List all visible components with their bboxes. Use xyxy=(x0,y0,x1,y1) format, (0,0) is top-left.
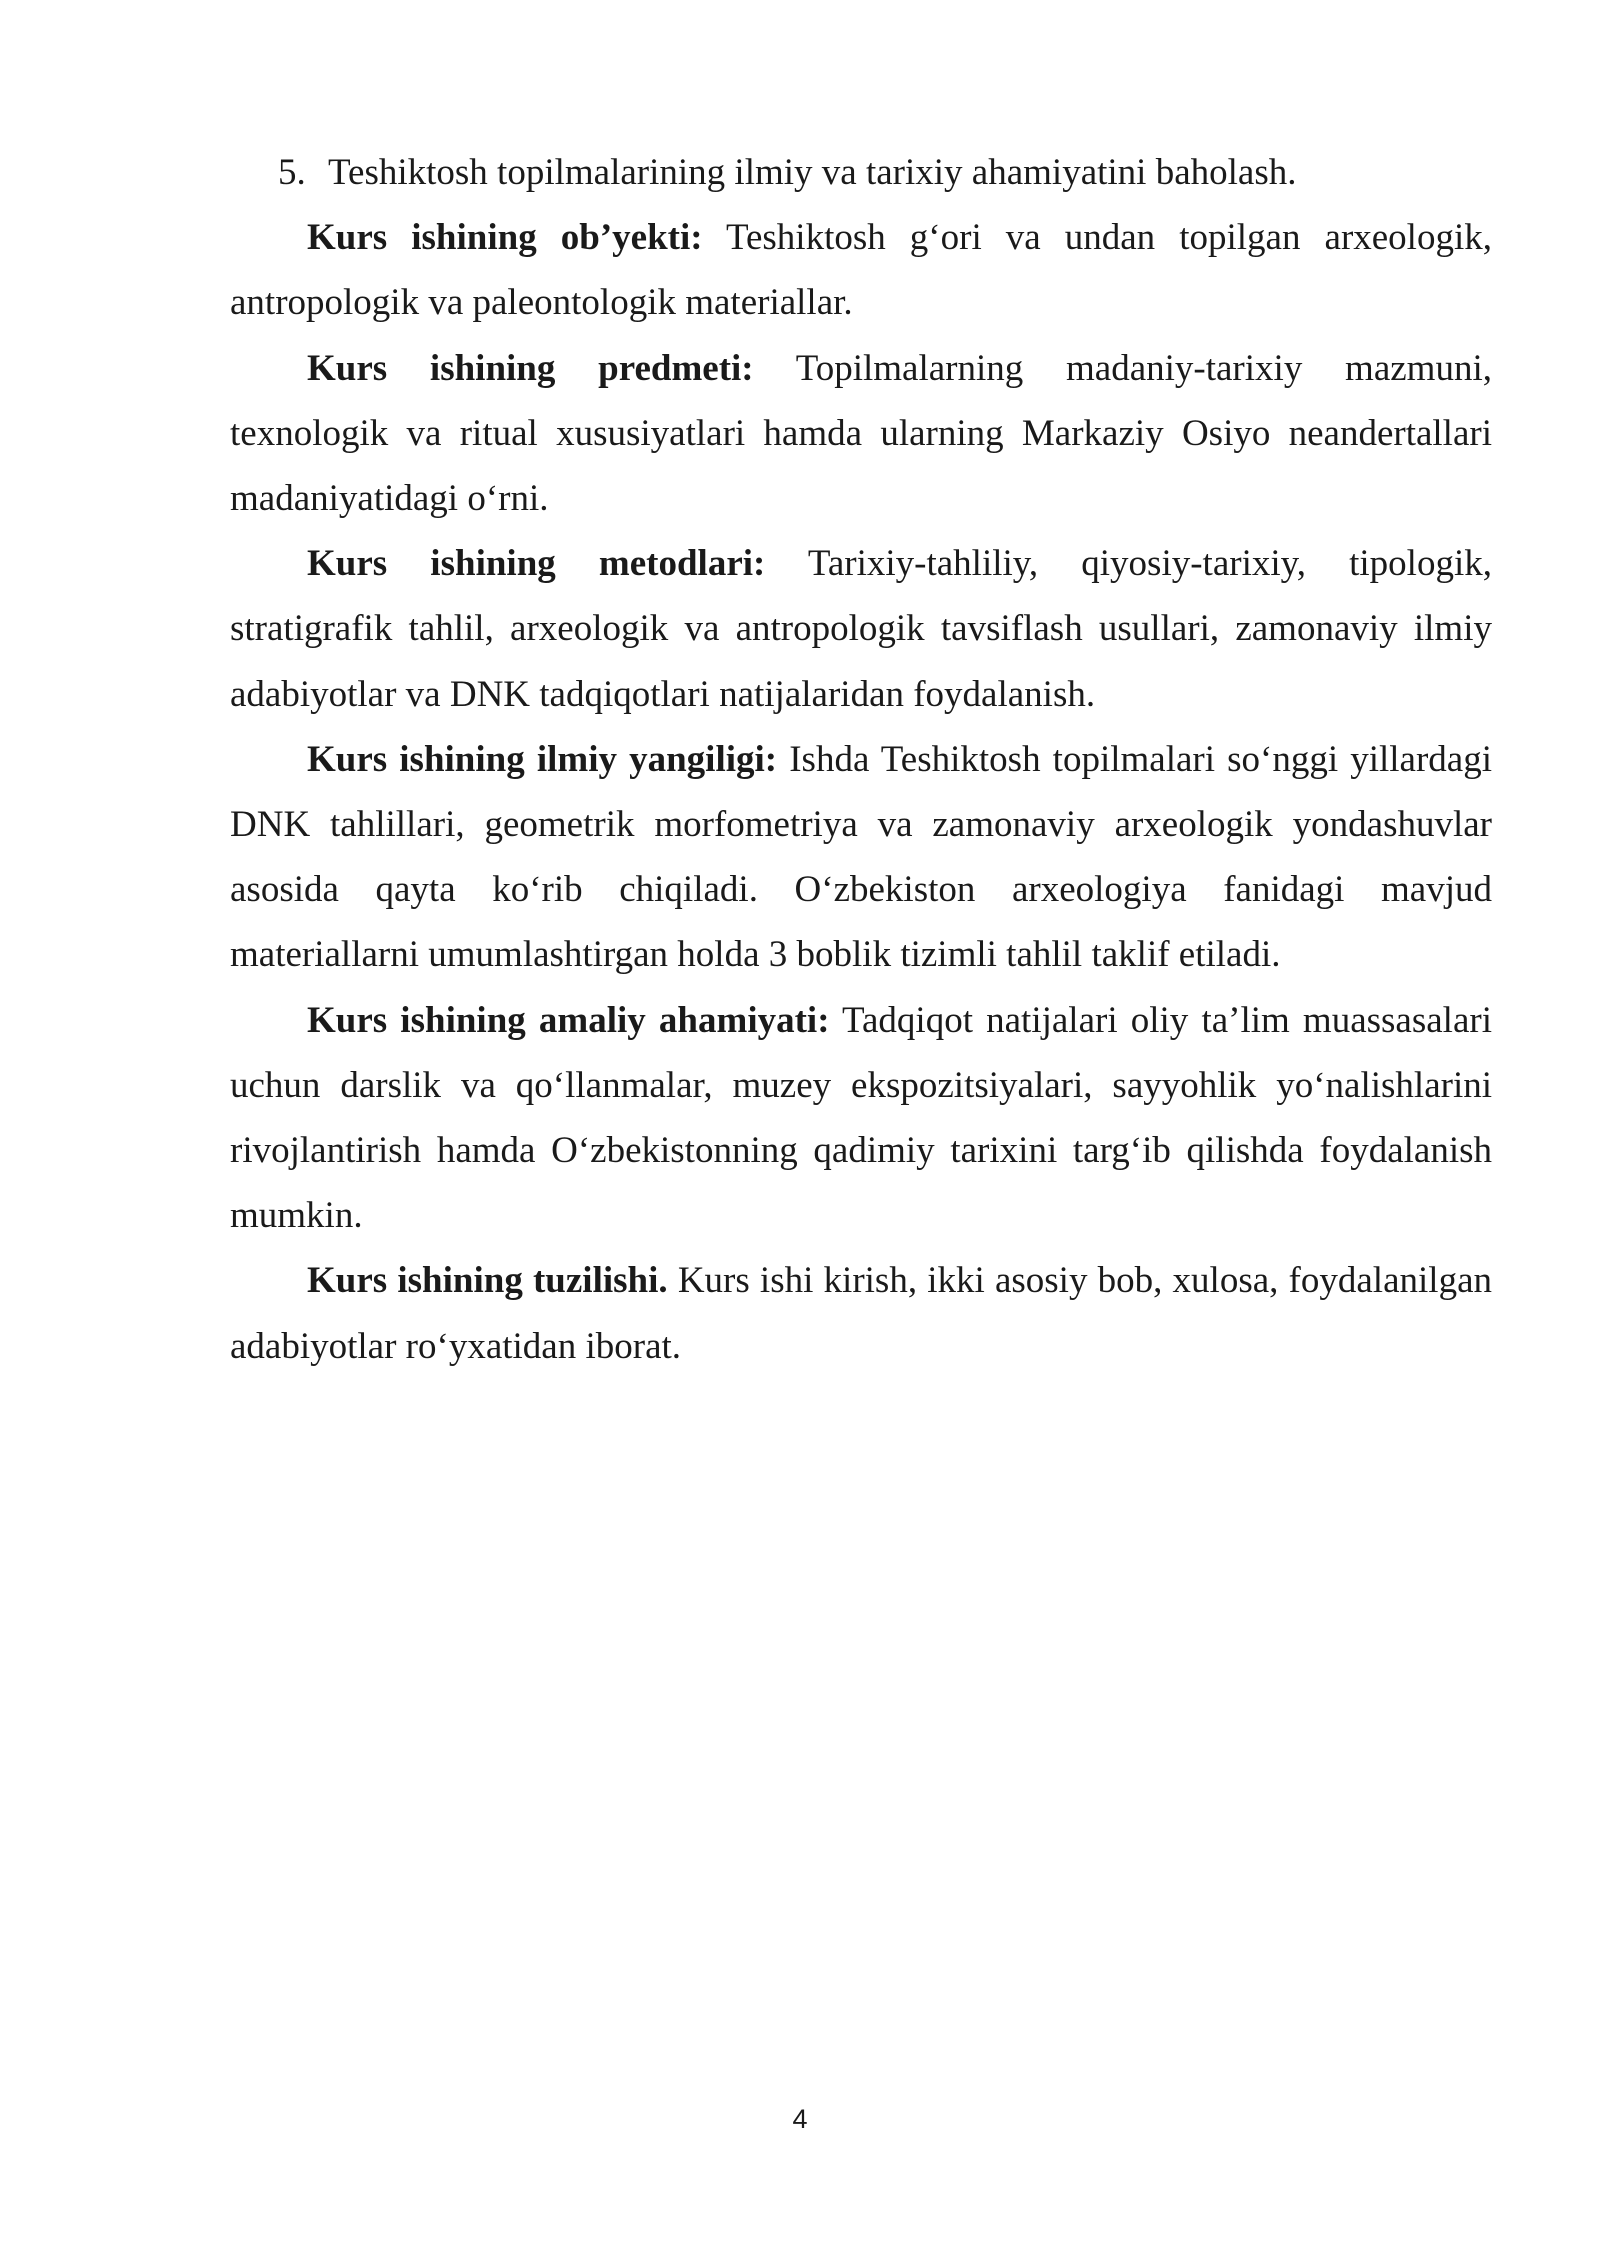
paragraph-label: Kurs ishining tuzilishi. xyxy=(307,1260,668,1302)
paragraph-object xyxy=(230,205,1492,335)
paragraph-label: Kurs ishining ob’yekti: xyxy=(307,217,703,259)
page-body xyxy=(230,140,1492,1379)
list-item-number: 5. xyxy=(278,152,306,193)
paragraph-text: Kurs ishi kirish, ikki asosiy bob, xulosa, foydalanilgan adabiyotlar ro‘yxatidan iborat. xyxy=(230,1260,1492,1367)
list-item-5 xyxy=(230,140,1492,205)
paragraph-text: Topilmalarning madaniy-tarixiy mazmuni, texnologik va ritual xususiyatlari hamda ularning Markaziy Osiyo neandertallari madaniyatidagi o‘rni. xyxy=(230,347,1492,520)
paragraph-label: Kurs ishining predmeti: xyxy=(307,347,754,389)
paragraph-text: Tarixiy-tahliliy, qiyosiy-tarixiy, tipologik, stratigrafik tahlil, arxeologik va antropologik tavsiflash usullari, zamonaviy ilmiy adabiyotlar va DNK tadqiqotlari natijalaridan foydalanish. xyxy=(230,543,1492,715)
paragraph-text: Teshiktosh g‘ori va undan topilgan arxeologik, antropologik va paleontologik materiallar. xyxy=(230,217,1492,324)
paragraph-label: Kurs ishining amaliy ahamiyati: xyxy=(307,999,830,1041)
paragraph-novelty xyxy=(230,727,1492,988)
paragraph-methods xyxy=(230,531,1492,727)
paragraph-practical-value xyxy=(230,988,1492,1249)
page-number: 4 xyxy=(792,2104,808,2134)
paragraph-label: Kurs ishining metodlari: xyxy=(307,543,766,585)
paragraph-structure xyxy=(230,1248,1492,1378)
paragraph-label: Kurs ishining ilmiy yangiligi: xyxy=(307,738,778,780)
paragraph-text: Ishda Teshiktosh topilmalari so‘nggi yillardagi DNK tahlillari, geometrik morfometriya va zamonaviy arxeologik yondashuvlar asosida qayta ko‘rib chiqiladi. O‘zbekiston arxeologiya fanidagi mavjud materiallarni umumlashtirgan holda 3 boblik tizimli tahlil taklif etiladi. xyxy=(230,738,1492,976)
paragraph-text: Tadqiqot natijalari oliy ta’lim muassasalari uchun darslik va qo‘llanmalar, muzey ekspozitsiyalari, sayyohlik yo‘nalishlarini rivojlantirish hamda O‘zbekistonning qadimiy tarixini targ‘ib qilishda foydalanish mumkin. xyxy=(230,999,1492,1237)
paragraph-subject xyxy=(230,336,1492,532)
list-item-text: Teshiktosh topilmalarining ilmiy va tarixiy ahamiyatini baholash. xyxy=(328,152,1297,193)
